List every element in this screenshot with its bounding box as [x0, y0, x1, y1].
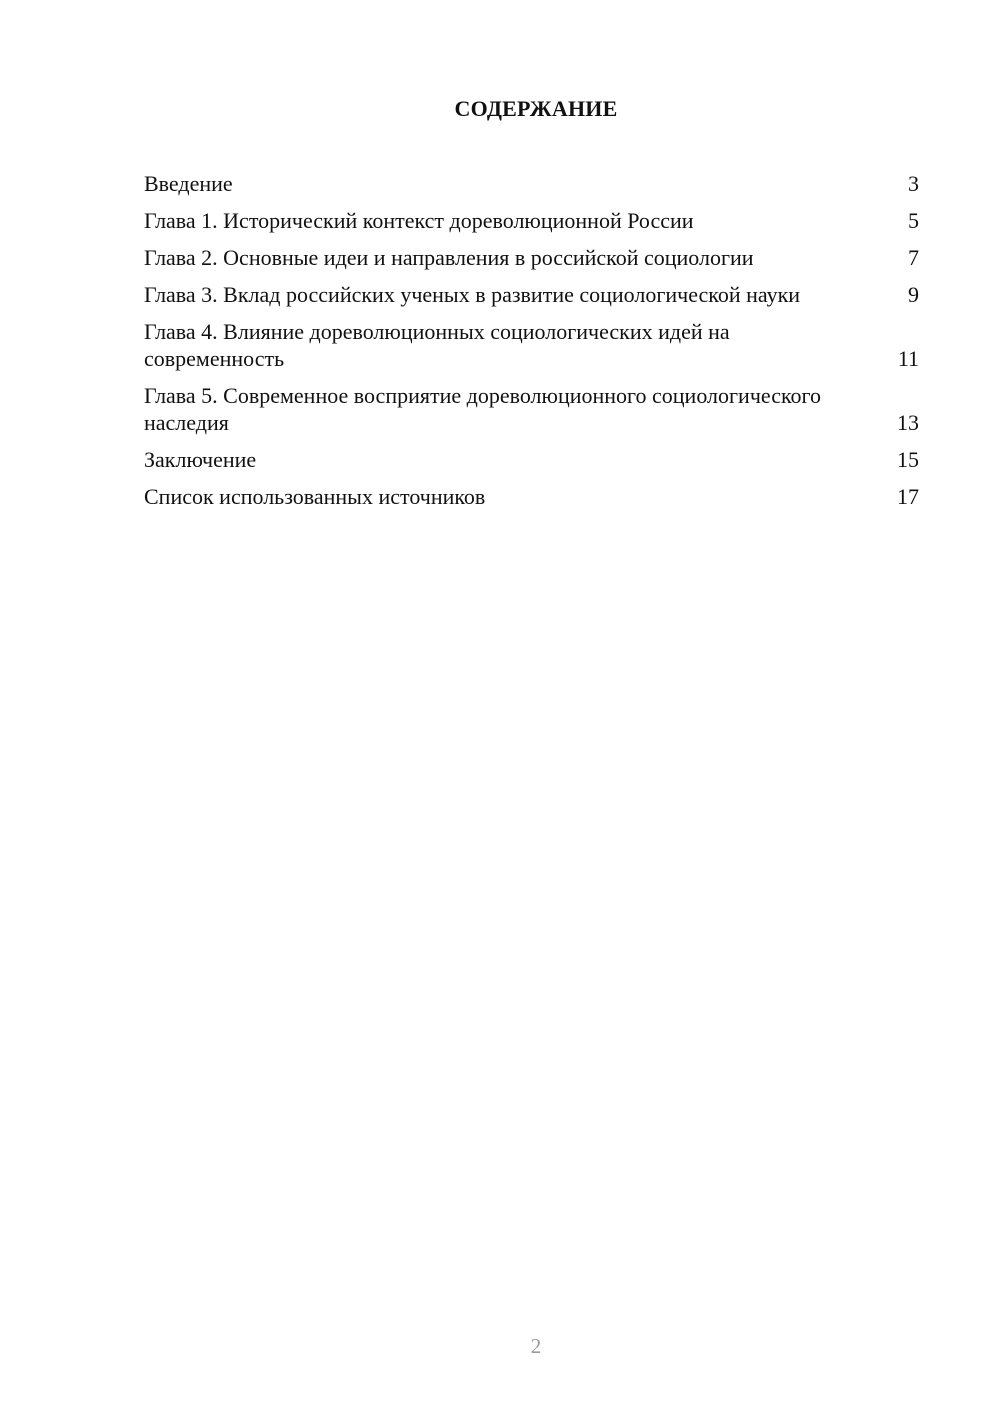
toc-entry-page: 7 — [908, 245, 919, 270]
toc-title: СОДЕРЖАНИЕ — [454, 96, 618, 121]
toc-entry-page: 17 — [897, 484, 919, 509]
toc-entry-page: 9 — [908, 282, 919, 307]
toc-entry-text: Глава 4. Влияние дореволюционных социологических идей на современность — [144, 319, 730, 371]
toc-entry — [144, 207, 919, 234]
toc-entry-page: 3 — [908, 171, 919, 196]
toc-entry-page: 11 — [897, 346, 919, 371]
toc-entry-text: Глава 2. Основные идеи и направления в российской социологии — [144, 245, 754, 270]
page-number: 2 — [530, 1334, 542, 1358]
table-of-contents — [144, 170, 919, 520]
toc-entry-text: Глава 3. Вклад российских ученых в развитие социологической науки — [144, 282, 801, 307]
toc-entry — [144, 382, 919, 436]
toc-entry — [144, 170, 919, 197]
toc-entry — [144, 446, 919, 473]
toc-entry-page: 5 — [908, 208, 919, 233]
toc-entry-text: Список использованных источников — [144, 484, 486, 509]
toc-entry-page: 15 — [897, 447, 919, 472]
toc-entry — [144, 244, 919, 271]
toc-entry-text: Глава 1. Исторический контекст дореволюционной России — [144, 208, 694, 233]
toc-entry — [144, 281, 919, 308]
toc-entry — [144, 483, 919, 510]
toc-entry — [144, 318, 919, 372]
toc-entry-text: Глава 5. Современное восприятие дореволюционного социологического наследия — [144, 383, 822, 435]
toc-entry-text: Введение — [144, 171, 233, 196]
toc-entry-page: 13 — [897, 410, 919, 435]
toc-entry-text: Заключение — [144, 447, 257, 472]
